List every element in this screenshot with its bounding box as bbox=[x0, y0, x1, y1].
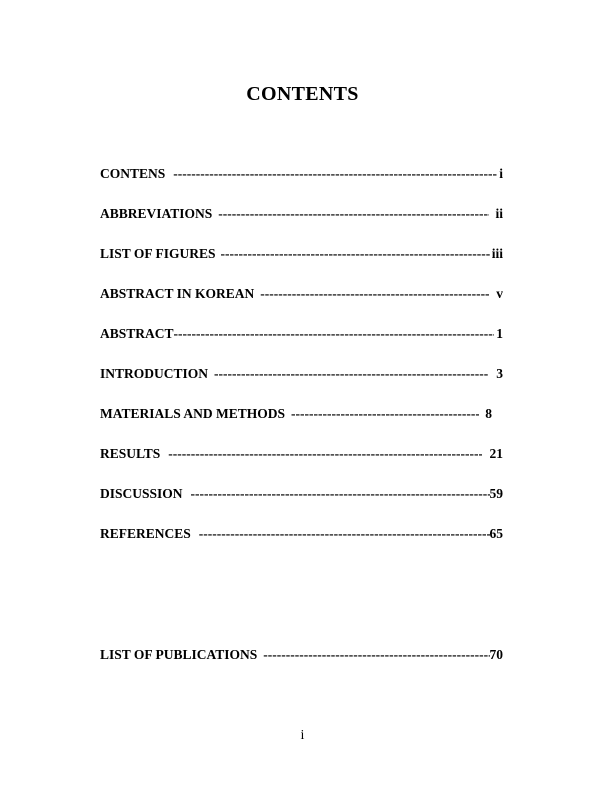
toc-leader-dots bbox=[218, 206, 489, 222]
page-title: CONTENTS bbox=[246, 83, 359, 105]
toc-leader-dots bbox=[173, 166, 497, 182]
toc-entry-label: DISCUSSION bbox=[100, 486, 183, 501]
toc-entry-page: 8 bbox=[485, 406, 492, 421]
toc-entry-label: ABSTRACT bbox=[100, 326, 174, 341]
toc-entry-label: ABSTRACT IN KOREAN bbox=[100, 286, 255, 301]
toc-entry-abstract bbox=[100, 326, 503, 344]
toc-entry-page: 65 bbox=[489, 526, 503, 541]
toc-entry-label: RESULTS bbox=[100, 446, 161, 461]
toc-entry-page: 3 bbox=[496, 366, 503, 381]
toc-entry-label: LIST OF PUBLICATIONS bbox=[100, 647, 258, 662]
page-number: i bbox=[300, 728, 305, 743]
toc-entry-discussion bbox=[100, 486, 503, 504]
toc-leader-dots bbox=[260, 286, 490, 302]
toc-entry-list-of-figures bbox=[100, 246, 503, 264]
toc-entry-references bbox=[100, 526, 503, 544]
toc-leader-dots bbox=[221, 246, 490, 262]
toc-entry-results bbox=[100, 446, 503, 464]
toc-entry-label: ABBREVIATIONS bbox=[100, 206, 213, 221]
toc-leader-dots bbox=[263, 647, 489, 663]
toc-leader-dots bbox=[199, 526, 490, 542]
toc-leader-dots bbox=[214, 366, 488, 382]
toc-leader-dots bbox=[174, 326, 495, 342]
toc-entry-page: i bbox=[499, 166, 503, 181]
toc-entry-page: 59 bbox=[489, 486, 503, 501]
toc-entry-label: REFERENCES bbox=[100, 526, 191, 541]
toc-entry-introduction bbox=[100, 366, 503, 384]
toc-entry-abbreviations bbox=[100, 206, 503, 224]
toc-entry-label: INTRODUCTION bbox=[100, 366, 209, 381]
toc-entry-page: 1 bbox=[496, 326, 503, 341]
toc-leader-dots bbox=[291, 406, 479, 422]
toc-entry-label: CONTENS bbox=[100, 166, 166, 181]
toc-leader-dots bbox=[191, 486, 490, 502]
toc-entry-label: MATERIALS AND METHODS bbox=[100, 406, 286, 421]
toc-entry-page: v bbox=[496, 286, 503, 301]
toc-entry-page: iii bbox=[491, 246, 503, 261]
toc-entry-materials-and-methods bbox=[100, 406, 492, 424]
toc-entry-page: ii bbox=[495, 206, 503, 221]
toc-entry-label: LIST OF FIGURES bbox=[100, 246, 216, 261]
toc-entry-list-of-publications bbox=[100, 647, 503, 665]
toc-leader-dots bbox=[168, 446, 481, 462]
toc-entry-abstract-in-korean bbox=[100, 286, 503, 304]
toc-entry-page: 70 bbox=[489, 647, 503, 662]
toc-entry-contents bbox=[100, 166, 503, 184]
toc-entry-page: 21 bbox=[489, 446, 503, 461]
